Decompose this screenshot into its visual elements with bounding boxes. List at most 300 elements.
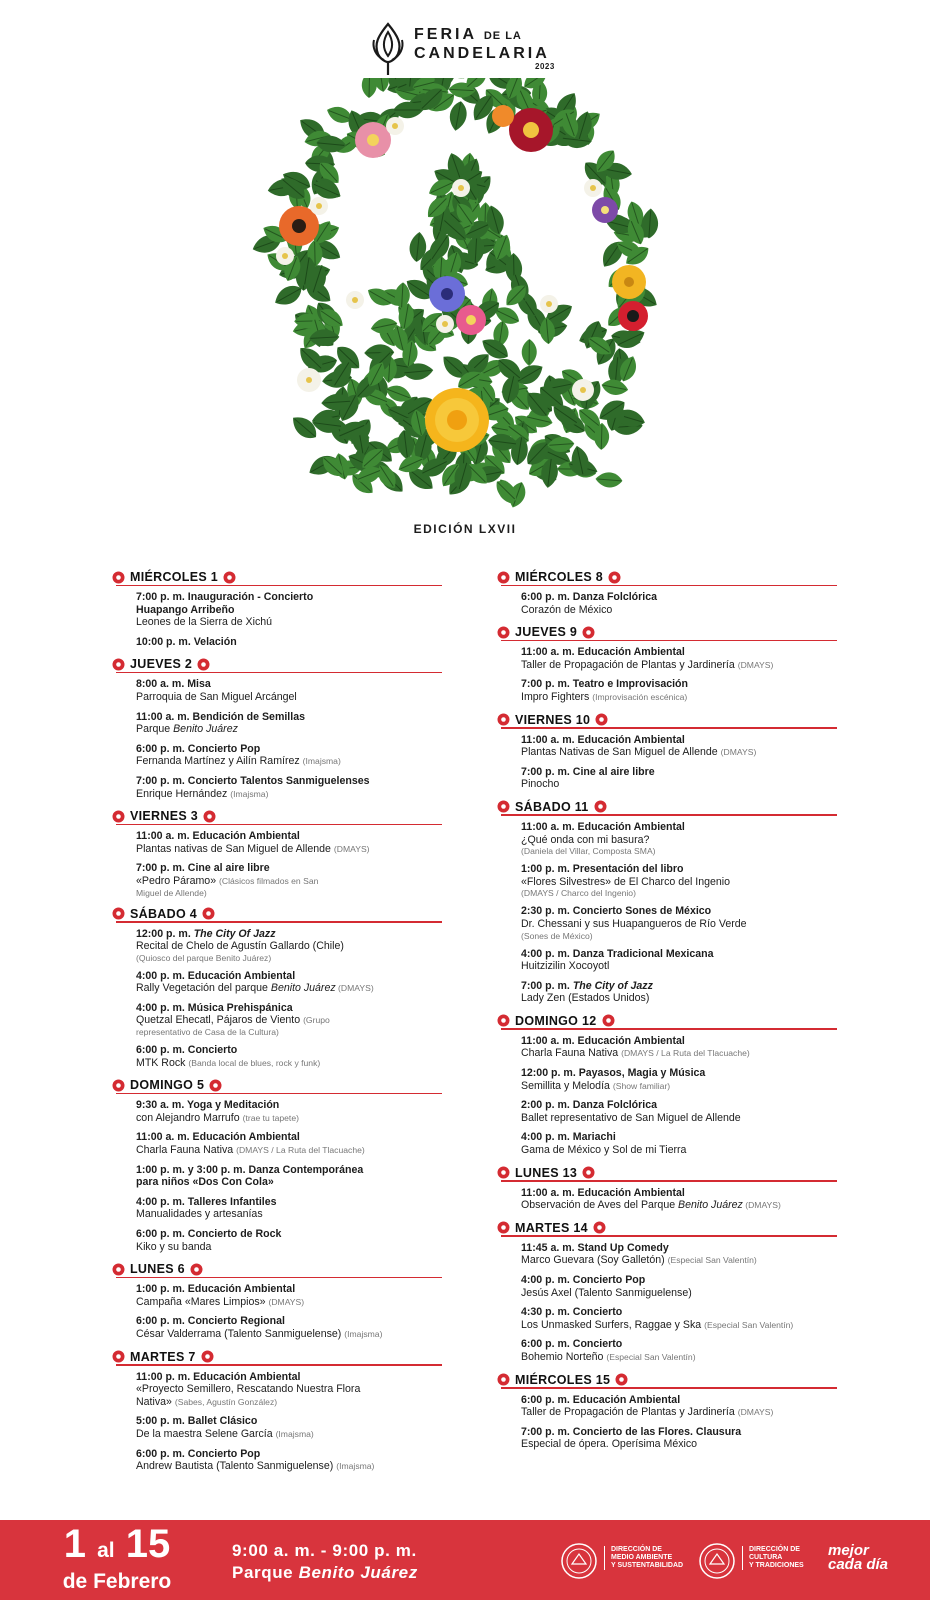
festival-logo	[370, 20, 570, 76]
event-description: Manualidades y artesanías	[136, 1208, 263, 1221]
event-note-line: Miguel de Allende)	[136, 887, 207, 898]
event-title: 6:00 p. m. Concierto	[136, 1044, 238, 1057]
event-item	[521, 980, 837, 1005]
event-note: (Show familiar)	[612, 1080, 671, 1091]
schedule-column-left	[112, 568, 442, 1480]
org-cultura	[742, 1546, 804, 1570]
municipal-seal-icon	[560, 1542, 598, 1580]
red-flower-icon	[594, 800, 607, 813]
day-title: JUEVES 9	[515, 625, 578, 640]
day-title: MIÉRCOLES 8	[515, 570, 604, 584]
event-title: 12:00 p. m. Payasos, Magia y Música	[521, 1067, 706, 1080]
event-title: 11:00 a. m. Educación Ambiental	[521, 646, 685, 659]
event-description-italic: Benito Juárez	[678, 1199, 743, 1212]
red-flower-icon	[582, 1166, 595, 1179]
event-description: Huitzizilin Xocoyotl	[521, 960, 610, 973]
day-block	[497, 568, 837, 616]
event-note: (DMAYS)	[268, 1296, 305, 1307]
event-description: César Valderrama (Talento Sanmiguelense) (Imajsma)	[136, 1327, 383, 1340]
edition-label: EDICIÓN LXVII	[413, 522, 517, 536]
event-note: (Imajsma)	[344, 1328, 383, 1339]
event-item	[136, 1315, 442, 1340]
red-flower-icon	[497, 713, 510, 726]
day-underline	[116, 585, 442, 587]
flower-red-rose	[509, 108, 553, 152]
red-flower-icon	[112, 571, 125, 584]
event-item	[521, 1394, 837, 1419]
day-header	[112, 1260, 442, 1278]
event-item	[521, 1035, 837, 1060]
event-description: Recital de Chelo de Agustín Gallardo (Chile)	[136, 940, 344, 953]
day-underline	[116, 1093, 442, 1095]
day-header	[497, 1164, 837, 1182]
event-title: 10:00 p. m. Velación	[136, 635, 237, 648]
footer-hours: 9:00 a. m. - 9:00 p. m.	[232, 1541, 417, 1560]
event-title: 11:00 a. m. Educación Ambiental	[521, 1034, 685, 1047]
event-note-line: (Sones de México)	[521, 930, 593, 941]
red-flower-icon	[197, 658, 210, 671]
day-block	[112, 655, 442, 800]
event-description: Taller de Propagación de Plantas y Jardinería (DMAYS)	[521, 1406, 774, 1419]
event-title: 11:00 a. m. Educación Ambiental	[136, 1131, 300, 1144]
event-item	[521, 821, 837, 856]
red-flower-icon	[190, 1263, 203, 1276]
flower-white	[297, 368, 321, 392]
event-item	[136, 743, 442, 768]
event-note-line: (Daniela del Villar, Composta SMA)	[521, 846, 656, 857]
event-title: 7:00 p. m. Concierto de las Flores. Clausura	[521, 1425, 742, 1438]
event-title: 12:00 p. m. The City Of Jazz	[136, 927, 276, 940]
event-title: 6:00 p. m. Concierto de Rock	[136, 1228, 282, 1240]
event-note: (DMAYS / La Ruta del Tlacuache)	[236, 1145, 365, 1156]
day-underline	[501, 1180, 837, 1182]
event-title: 11:00 a. m. Educación Ambiental	[136, 830, 300, 843]
red-flower-icon	[497, 626, 510, 639]
event-item	[521, 1242, 837, 1267]
day-underline	[501, 1028, 837, 1030]
event-title: 7:00 p. m. The City of Jazz	[521, 979, 653, 992]
event-note: (Imajsma)	[336, 1461, 375, 1472]
event-note: (Especial San Valentín)	[704, 1319, 794, 1330]
footer-banner	[0, 1520, 930, 1600]
event-item	[521, 591, 837, 616]
event-description: Charla Fauna Nativa (DMAYS / La Ruta del Tlacuache)	[136, 1144, 365, 1157]
event-note: (Clásicos filmados en San	[219, 875, 319, 886]
red-flower-icon	[497, 1014, 510, 1027]
event-description: Rally Vegetación del parque Benito Juárez (DMAYS)	[136, 982, 374, 995]
event-description: Dr. Chessani y sus Huapangueros de Río Verde	[521, 917, 747, 930]
event-item	[136, 1415, 442, 1440]
day-title: SÁBADO 4	[130, 906, 197, 921]
event-item	[521, 1306, 837, 1331]
event-description: Semillita y Melodía (Show familiar)	[521, 1079, 671, 1092]
event-note: (Sabes, Agustín González)	[174, 1396, 278, 1407]
flower-white	[452, 179, 470, 197]
day-header	[497, 711, 837, 729]
event-description: Gama de México y Sol de mi Tierra	[521, 1144, 687, 1157]
event-description: Leones de la Sierra de Xichú	[136, 616, 273, 629]
day-block	[112, 568, 442, 648]
event-title: 7:00 p. m. Teatro e Improvisación	[521, 678, 689, 691]
day-title: VIERNES 3	[130, 809, 199, 824]
day-title: MIÉRCOLES 15	[515, 1372, 611, 1387]
event-description: «Pedro Páramo» (Clásicos filmados en San	[136, 874, 319, 887]
red-flower-icon	[615, 1373, 628, 1386]
day-block	[497, 1012, 837, 1157]
org2-line1: DIRECCIÓN DE	[749, 1546, 800, 1553]
event-title: 11:00 a. m. Bendición de Semillas	[136, 710, 305, 723]
event-note: (Imajsma)	[275, 1428, 314, 1439]
day-underline	[116, 672, 442, 674]
day-title: LUNES 13	[515, 1165, 578, 1180]
event-title: 4:00 p. m. Concierto Pop	[521, 1274, 646, 1286]
logo-word-candelaria: CANDELARIA	[414, 45, 550, 62]
event-title-line2: para niños «Dos Con Cola»	[136, 1176, 274, 1189]
day-underline	[116, 1277, 442, 1279]
event-title-line2: Huapango Arribeño	[136, 603, 235, 616]
red-flower-icon	[201, 1350, 214, 1363]
end-day: 15	[125, 1522, 171, 1566]
day-block	[112, 807, 442, 897]
day-header	[112, 905, 442, 923]
event-item	[136, 591, 442, 629]
day-header	[497, 1219, 837, 1237]
day-title: DOMINGO 5	[130, 1078, 205, 1093]
event-description: «Proyecto Semillero, Rescatando Nuestra Flora	[136, 1383, 361, 1396]
day-underline	[116, 921, 442, 923]
day-underline	[501, 640, 837, 642]
event-item	[136, 711, 442, 736]
event-title: 6:00 p. m. Concierto Pop	[136, 1447, 261, 1460]
day-header	[497, 1012, 837, 1030]
flower-white	[540, 295, 558, 313]
day-title: SÁBADO 11	[515, 799, 589, 814]
flower-white	[436, 315, 454, 333]
start-day: 1	[63, 1522, 86, 1566]
event-title: 2:30 p. m. Concierto Sones de México	[521, 905, 712, 918]
event-description: Enrique Hernández (Imajsma)	[136, 787, 269, 800]
footer-place	[232, 1562, 418, 1584]
event-item	[521, 863, 837, 898]
event-item	[521, 1099, 837, 1124]
day-underline	[501, 1387, 837, 1389]
event-title-italic: The City of Jazz	[572, 979, 653, 992]
day-header	[497, 623, 837, 641]
day-header	[497, 568, 837, 586]
event-description: Corazón de México	[521, 603, 613, 616]
flower-white	[584, 179, 602, 197]
flower-white	[310, 197, 328, 215]
event-note-line: (Quiosco del parque Benito Juárez)	[136, 952, 272, 963]
event-title: 4:00 p. m. Música Prehispánica	[136, 1001, 293, 1014]
event-note: (Imajsma)	[302, 756, 341, 767]
event-item	[136, 1044, 442, 1069]
event-description: Ballet representativo de San Miguel de Allende	[521, 1111, 741, 1124]
red-flower-icon	[112, 907, 125, 920]
event-description: Especial de ópera. Operísima México	[521, 1438, 698, 1451]
flower-leaf-wreath-illustration	[235, 78, 695, 518]
day-header	[497, 1371, 837, 1389]
event-item	[136, 1283, 442, 1308]
red-flower-icon	[112, 810, 125, 823]
day-title: JUEVES 2	[130, 657, 193, 672]
event-title: 7:00 p. m. Inauguración - Concierto	[136, 591, 314, 603]
event-item	[521, 766, 837, 791]
event-title: 11:00 a. m. Educación Ambiental	[521, 733, 685, 746]
red-flower-icon	[497, 800, 510, 813]
event-item	[521, 1131, 837, 1156]
day-underline	[501, 585, 837, 587]
flower-blue	[429, 276, 465, 312]
day-header	[112, 807, 442, 825]
month-label: de Febrero	[62, 1570, 172, 1593]
logo-word-de-la: DE LA	[483, 30, 522, 42]
flower-pink	[456, 305, 486, 335]
event-title: 2:00 p. m. Danza Folclórica	[521, 1099, 657, 1112]
event-description-italic: Benito Juárez	[270, 982, 336, 995]
red-flower-icon	[602, 1014, 615, 1027]
flower-orange	[492, 105, 514, 127]
day-block	[112, 1260, 442, 1340]
event-description: Parque Benito Juárez	[136, 723, 238, 736]
event-title: 11:00 p. m. Educación Ambiental	[136, 1370, 301, 1383]
event-note: (Banda local de blues, rock y funk)	[188, 1057, 321, 1068]
event-description: Parroquia de San Miguel Arcángel	[136, 690, 297, 703]
event-title: 1:00 p. m. Presentación del libro	[521, 863, 684, 876]
day-title: VIERNES 10	[515, 712, 591, 727]
event-title-italic: The City Of Jazz	[193, 927, 276, 940]
day-block	[112, 1076, 442, 1253]
event-title: 11:00 a. m. Educación Ambiental	[521, 1186, 685, 1199]
brand-line1: mejor	[828, 1542, 869, 1559]
event-item	[136, 1371, 442, 1409]
red-flower-icon	[112, 1079, 125, 1092]
event-title: 6:00 p. m. Concierto Regional	[136, 1315, 285, 1328]
logo-year: 2023	[535, 62, 555, 71]
event-title: 5:00 p. m. Ballet Clásico	[136, 1415, 258, 1428]
event-item	[136, 1131, 442, 1156]
event-item	[136, 1228, 442, 1253]
event-item	[136, 928, 442, 963]
red-flower-icon	[497, 1166, 510, 1179]
event-note: (trae tu tapete)	[242, 1112, 299, 1123]
red-flower-icon	[608, 571, 621, 584]
event-item	[136, 1196, 442, 1221]
day-title: DOMINGO 12	[515, 1013, 597, 1028]
day-header	[112, 655, 442, 673]
red-flower-icon	[497, 571, 510, 584]
event-description: Bohemio Norteño (Especial San Valentín)	[521, 1350, 696, 1363]
event-description-italic: Benito Juárez	[173, 723, 238, 736]
event-item	[136, 1099, 442, 1124]
red-flower-icon	[223, 571, 236, 584]
event-description: Plantas nativas de San Miguel de Allende (DMAYS)	[136, 842, 370, 855]
event-title: 1:00 p. m. y 3:00 p. m. Danza Contemporánea	[136, 1163, 364, 1176]
event-item	[521, 678, 837, 703]
flower-white	[346, 291, 364, 309]
event-description: Kiko y su banda	[136, 1240, 212, 1253]
event-description: Quetzal Ehecatl, Pájaros de Viento (Grupo	[136, 1014, 330, 1027]
event-description: ¿Qué onda con mi basura?	[521, 833, 650, 846]
day-block	[112, 905, 442, 1070]
event-item	[521, 948, 837, 973]
day-block	[497, 1219, 837, 1364]
event-item	[136, 775, 442, 800]
red-flower-icon	[582, 626, 595, 639]
event-note: (Imajsma)	[230, 788, 269, 799]
event-title: 7:00 p. m. Cine al aire libre	[521, 765, 655, 778]
day-block	[497, 798, 837, 1005]
flower-yellow	[612, 265, 646, 299]
event-item	[521, 1338, 837, 1363]
event-title: 11:45 a. m. Stand Up Comedy	[521, 1241, 669, 1254]
event-description: Taller de Propagación de Plantas y Jardinería (DMAYS)	[521, 658, 774, 671]
event-description: De la maestra Selene García (Imajsma)	[136, 1427, 314, 1440]
flower-yellow-marigold	[425, 388, 489, 452]
event-item	[136, 636, 442, 649]
event-description: MTK Rock (Banda local de blues, rock y funk)	[136, 1056, 321, 1069]
event-description: Marco Guevara (Soy Galletón) (Especial San Valentín)	[521, 1254, 757, 1267]
event-description: con Alejandro Marrufo (trae tu tapete)	[136, 1111, 299, 1124]
day-header	[112, 1076, 442, 1094]
event-item	[521, 905, 837, 940]
place-name: Benito Juárez	[298, 1563, 418, 1582]
flower-white	[386, 117, 404, 135]
day-header	[112, 1348, 442, 1366]
event-item	[136, 970, 442, 995]
event-note: (DMAYS)	[720, 747, 757, 758]
red-flower-icon	[593, 1221, 606, 1234]
event-item	[136, 862, 442, 897]
event-note: (Grupo	[303, 1015, 330, 1026]
event-title: 6:00 p. m. Educación Ambiental	[521, 1393, 681, 1406]
day-title: MARTES 14	[515, 1220, 588, 1235]
event-description: Andrew Bautista (Talento Sanmiguelense) (Imajsma)	[136, 1460, 375, 1473]
event-description: Observación de Aves del Parque Benito Juárez (DMAYS)	[521, 1199, 781, 1212]
flower-red-anemone	[618, 301, 648, 331]
event-title: 6:00 p. m. Concierto Pop	[136, 742, 261, 755]
red-flower-icon	[209, 1079, 222, 1092]
event-note: (DMAYS)	[742, 1200, 781, 1211]
event-title: 4:00 p. m. Danza Tradicional Mexicana	[521, 947, 714, 960]
event-note-line: representativo de Casa de la Cultura)	[136, 1027, 279, 1038]
event-note-line: (DMAYS / Charco del Ingenio)	[521, 888, 636, 899]
day-underline	[501, 814, 837, 816]
org2-line3: Y TRADICIONES	[749, 1562, 804, 1569]
schedule-column-right	[497, 568, 837, 1458]
day-underline	[116, 1364, 442, 1366]
red-flower-icon	[112, 1263, 125, 1276]
day-block	[497, 623, 837, 703]
event-title: 4:00 p. m. Educación Ambiental	[136, 969, 296, 982]
place-prefix: Parque	[232, 1563, 299, 1582]
org2-line2: CULTURA	[749, 1554, 783, 1561]
event-note: (Especial San Valentín)	[606, 1351, 696, 1362]
brand-mejor-cada-dia-logo	[828, 1544, 888, 1572]
event-title: 7:00 p. m. Cine al aire libre	[136, 862, 270, 875]
event-description: Jesús Axel (Talento Sanmiguelense)	[521, 1286, 692, 1299]
event-item	[136, 1002, 442, 1037]
event-title: 6:00 p. m. Danza Folclórica	[521, 591, 657, 603]
flame-flower-icon	[370, 22, 406, 76]
red-flower-icon	[203, 810, 216, 823]
footer-dates	[52, 1524, 182, 1593]
event-description: Charla Fauna Nativa (DMAYS / La Ruta del Tlacuache)	[521, 1047, 750, 1060]
event-note: (DMAYS)	[737, 659, 774, 670]
org1-line1: DIRECCIÓN DE	[611, 1546, 662, 1553]
event-description-line2: Nativa» (Sabes, Agustín González)	[136, 1395, 278, 1408]
event-item	[136, 1448, 442, 1473]
date-connector: al	[97, 1539, 115, 1562]
event-note: (DMAYS)	[333, 843, 370, 854]
org1-line2: MEDIO AMBIENTE	[611, 1554, 673, 1561]
flower-white	[276, 247, 294, 265]
event-title: 4:30 p. m. Concierto	[521, 1306, 623, 1319]
event-item	[136, 1164, 442, 1189]
event-title: 9:30 a. m. Yoga y Meditación	[136, 1099, 280, 1112]
event-note: (Especial San Valentín)	[667, 1255, 757, 1266]
event-title: 8:00 a. m. Misa	[136, 678, 211, 691]
event-item	[136, 830, 442, 855]
event-note: (Improvisación escénica)	[592, 691, 688, 702]
event-note: (DMAYS)	[335, 983, 374, 994]
day-underline	[116, 824, 442, 826]
day-block	[497, 1164, 837, 1212]
event-description: Impro Fighters (Improvisación escénica)	[521, 690, 688, 703]
day-block	[497, 1371, 837, 1451]
red-flower-icon	[497, 1373, 510, 1386]
event-item	[521, 1067, 837, 1092]
event-description: Los Unmasked Surfers, Raggae y Ska (Especial San Valentín)	[521, 1318, 794, 1331]
red-flower-icon	[112, 1350, 125, 1363]
org1-line3: Y SUSTENTABILIDAD	[611, 1562, 684, 1569]
brand-line2: cada día	[828, 1556, 889, 1573]
day-title: MARTES 7	[130, 1349, 196, 1364]
event-description: Plantas Nativas de San Miguel de Allende (DMAYS)	[521, 746, 757, 759]
event-description: Pinocho	[521, 778, 560, 791]
event-title: 11:00 a. m. Educación Ambiental	[521, 820, 685, 833]
event-title: 1:00 p. m. Educación Ambiental	[136, 1283, 296, 1296]
flower-pink	[355, 122, 391, 158]
logo-word-feria: FERIA	[414, 26, 477, 43]
event-description: Fernanda Martínez y Ailín Ramírez (Imajsma)	[136, 755, 341, 768]
red-flower-icon	[202, 907, 215, 920]
event-item	[521, 646, 837, 671]
event-note: (DMAYS)	[737, 1407, 774, 1418]
event-item	[521, 1426, 837, 1451]
flower-purple	[592, 197, 618, 223]
flower-white	[572, 379, 594, 401]
day-title: MIÉRCOLES 1	[130, 570, 219, 584]
red-flower-icon	[497, 1221, 510, 1234]
day-underline	[501, 727, 837, 729]
event-item	[136, 678, 442, 703]
event-description: Campaña «Mares Limpios» (DMAYS)	[136, 1295, 305, 1308]
event-title: 4:00 p. m. Mariachi	[521, 1131, 616, 1144]
org-medio-ambiente	[604, 1546, 683, 1570]
event-item	[521, 734, 837, 759]
event-item	[521, 1274, 837, 1299]
day-block	[497, 711, 837, 791]
day-title: LUNES 6	[130, 1262, 185, 1277]
day-block	[112, 1348, 442, 1473]
event-item	[521, 1187, 837, 1212]
event-title: 7:00 p. m. Concierto Talentos Sanmiguelenses	[136, 774, 370, 787]
event-title: 6:00 p. m. Concierto	[521, 1338, 623, 1351]
event-title: 4:00 p. m. Talleres Infantiles	[136, 1195, 277, 1208]
event-description: Lady Zen (Estados Unidos)	[521, 992, 650, 1005]
day-header	[112, 568, 442, 586]
